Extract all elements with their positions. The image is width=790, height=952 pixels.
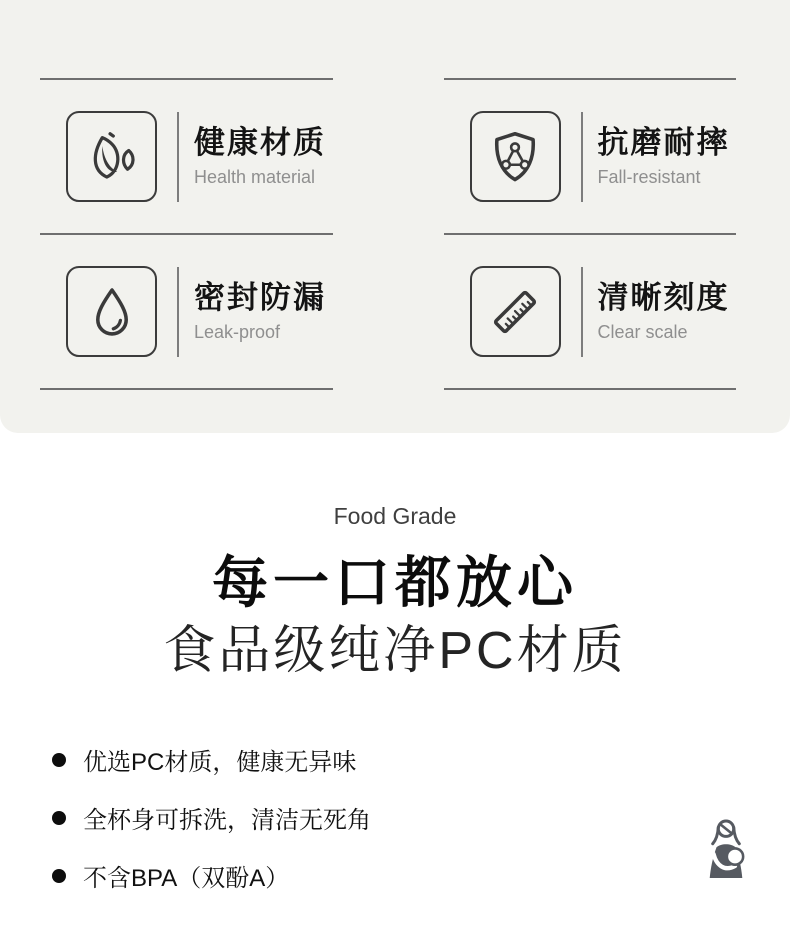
- ruler-icon: [484, 281, 546, 343]
- feature-text: [194, 127, 326, 186]
- feature-title: 健康材质: [194, 125, 326, 160]
- feature-card-clear-scale: [444, 235, 737, 388]
- feature-text: [194, 282, 326, 341]
- bullet-dot: [52, 753, 66, 767]
- feature-subtitle: Health material: [194, 167, 316, 187]
- vertical-divider: [581, 267, 583, 357]
- divider-rule: [40, 388, 333, 390]
- eyebrow-text: Food Grade: [333, 503, 457, 529]
- vertical-divider: [581, 112, 583, 202]
- shield-icon: [484, 126, 546, 188]
- section-subtitle: 食品级纯净PC材质: [163, 622, 627, 680]
- feature-card-health-material: [40, 80, 333, 233]
- feature-icon-box: [66, 111, 157, 202]
- bullet-dot: [52, 811, 66, 825]
- features-column-left: [40, 0, 333, 433]
- feature-subtitle: Fall-resistant: [597, 167, 701, 187]
- vertical-divider: [177, 267, 179, 357]
- bullet-text: 优选PC材质，健康无异味: [83, 749, 357, 777]
- mother-baby-icon: [702, 817, 750, 903]
- bullet-text: 全杯身可拆洗，清洁无死角: [83, 807, 371, 835]
- section-title: 每一口都放心: [212, 551, 578, 614]
- intro-section: [0, 505, 790, 680]
- list-item: [52, 800, 790, 835]
- divider-rule: [444, 388, 737, 390]
- selling-points-list: [0, 742, 790, 893]
- feature-icon-box: [66, 266, 157, 357]
- features-panel: [0, 0, 790, 433]
- leaf-icon: [81, 126, 143, 188]
- feature-subtitle: Clear scale: [597, 322, 688, 342]
- features-column-right: [444, 0, 737, 433]
- bullet-dot: [52, 869, 66, 883]
- vertical-divider: [177, 112, 179, 202]
- feature-title: 密封防漏: [194, 280, 326, 315]
- feature-title: 抗磨耐摔: [597, 125, 730, 160]
- feature-text: [598, 127, 730, 186]
- feature-icon-box: [470, 111, 561, 202]
- mother-baby-logo: [702, 817, 750, 903]
- bullet-text: 不含BPA（双酚A）: [83, 865, 290, 893]
- feature-card-leak-proof: [40, 235, 333, 388]
- feature-card-fall-resistant: [444, 80, 737, 233]
- feature-text: [598, 282, 730, 341]
- drop-icon: [81, 281, 143, 343]
- feature-subtitle: Leak-proof: [194, 322, 281, 342]
- feature-title: 清晰刻度: [597, 280, 730, 315]
- feature-icon-box: [470, 266, 561, 357]
- list-item: [52, 858, 790, 893]
- list-item: [52, 742, 790, 777]
